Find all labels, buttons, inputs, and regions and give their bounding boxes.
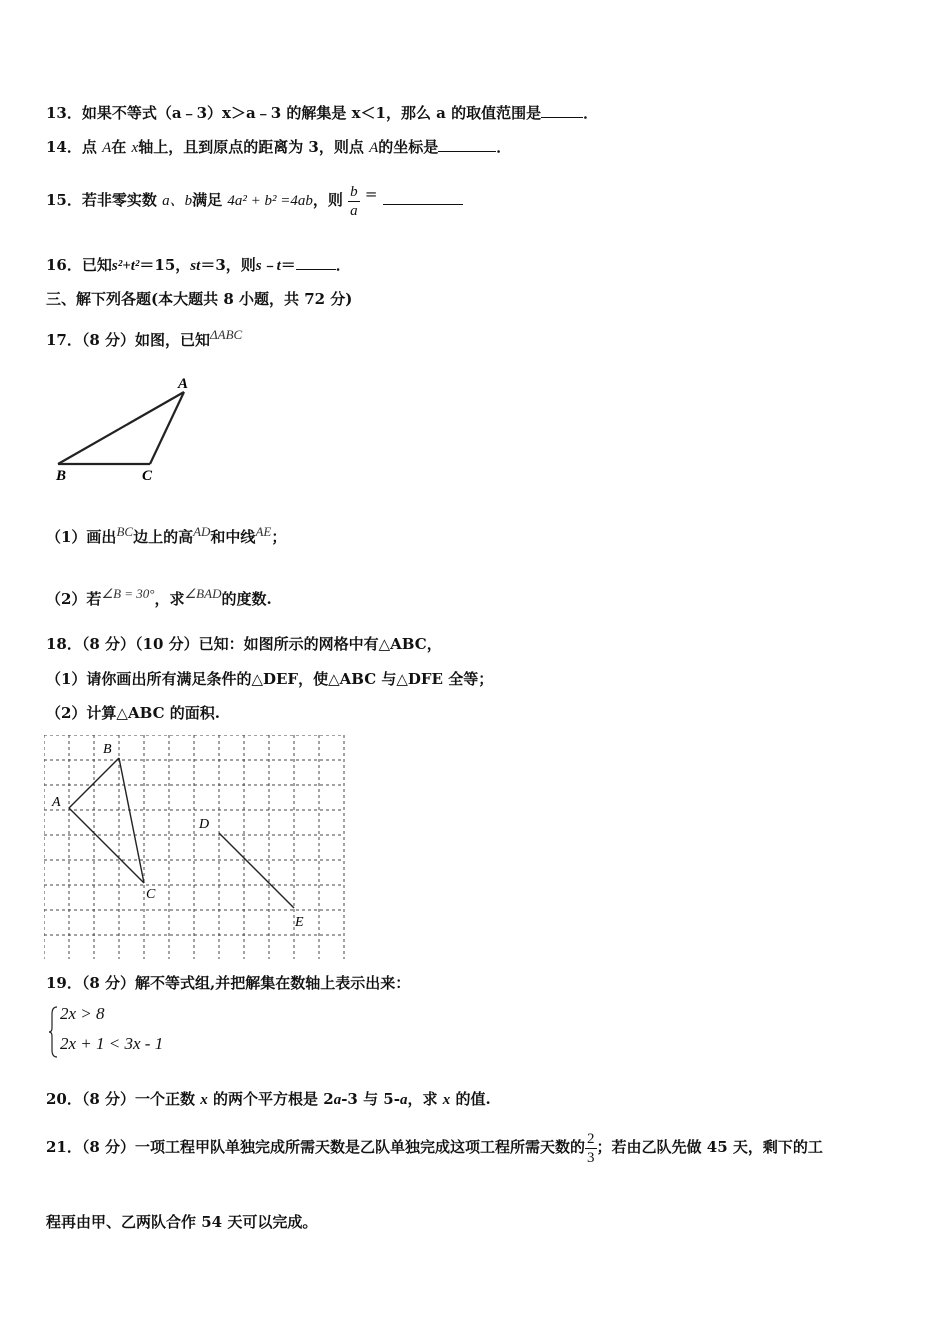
triangle-abc-figure xyxy=(46,370,206,485)
question-18-part-1: （1）请你画出所有满足条件的△DEF，使△ABC 与△DFE 全等； xyxy=(46,670,494,688)
label-c: C xyxy=(142,468,153,484)
question-19: 19．（8 分）解不等式组,并把解集在数轴上表示出来： xyxy=(46,974,411,992)
brace xyxy=(48,1006,58,1058)
question-16: 16．已知s²+t²＝15，st＝3，则s﹣t＝ ． xyxy=(46,256,351,274)
label-a: A xyxy=(178,376,189,392)
label-c: C xyxy=(146,887,156,902)
segment-bc xyxy=(119,758,144,883)
grid-figure xyxy=(44,735,346,959)
question-21: 21．（8 分）一项工程甲队单独完成所需天数是乙队单独完成这项工程所需天数的 $\frac{2}{3}$ ；若由乙队先做 45 天，剩下的工 xyxy=(46,1130,823,1166)
fraction-b-over-a: $\frac{b}{a}$ xyxy=(350,183,358,219)
question-18: 18．（8 分）（10 分）已知：如图所示的网格中有△ABC， xyxy=(46,635,442,653)
fraction-two-thirds: $\frac{2}{3}$ xyxy=(587,1130,595,1166)
label-e: E xyxy=(295,915,304,930)
label-b: B xyxy=(103,742,112,757)
segment-ac xyxy=(69,808,144,883)
side-ab xyxy=(58,392,184,464)
question-17-part-2: （2）若∠B = 30°，求∠BAD的度数. xyxy=(46,586,272,608)
inequality-1: 2x > 8 xyxy=(60,1004,105,1023)
label-b: B xyxy=(56,468,67,484)
question-17: 17．（8 分）如图，已知ΔABC xyxy=(46,327,243,349)
segment-de xyxy=(219,833,294,908)
answer-blank[interactable] xyxy=(438,137,496,152)
answer-blank[interactable] xyxy=(541,103,583,118)
answer-blank[interactable] xyxy=(383,190,463,205)
question-17-part-1: （1）画出BC边上的高AD和中线AE； xyxy=(46,524,287,546)
question-14: 14．点 A在 x轴上，且到原点的距离为 3，则点 A的坐标是 ． xyxy=(46,138,512,156)
question-20: 20．（8 分）一个正数 x 的两个平方根是 2a-3 与 5-a，求 x 的值. xyxy=(46,1090,491,1108)
answer-blank[interactable] xyxy=(296,255,336,270)
label-d: D xyxy=(199,817,210,832)
label-a: A xyxy=(52,795,61,810)
question-13: 13．如果不等式（a﹣3）x＞a﹣3 的解集是 x＜1，那么 a 的取值范围是 ． xyxy=(46,104,599,122)
question-21-line-2: 程再由甲、乙两队合作 54 天可以完成。 xyxy=(46,1213,318,1231)
question-15: 15．若非零实数 a、b满足 4a² + b² =4ab，则 $\frac{b}{a}$ = xyxy=(46,172,463,223)
question-18-part-2: （2）计算△ABC 的面积. xyxy=(46,704,220,722)
inequality-2: 2x + 1 < 3x - 1 xyxy=(60,1034,164,1053)
inequality-system xyxy=(48,1004,208,1060)
section-title: 三、解下列各题(本大题共 8 小题，共 72 分) xyxy=(46,290,353,308)
